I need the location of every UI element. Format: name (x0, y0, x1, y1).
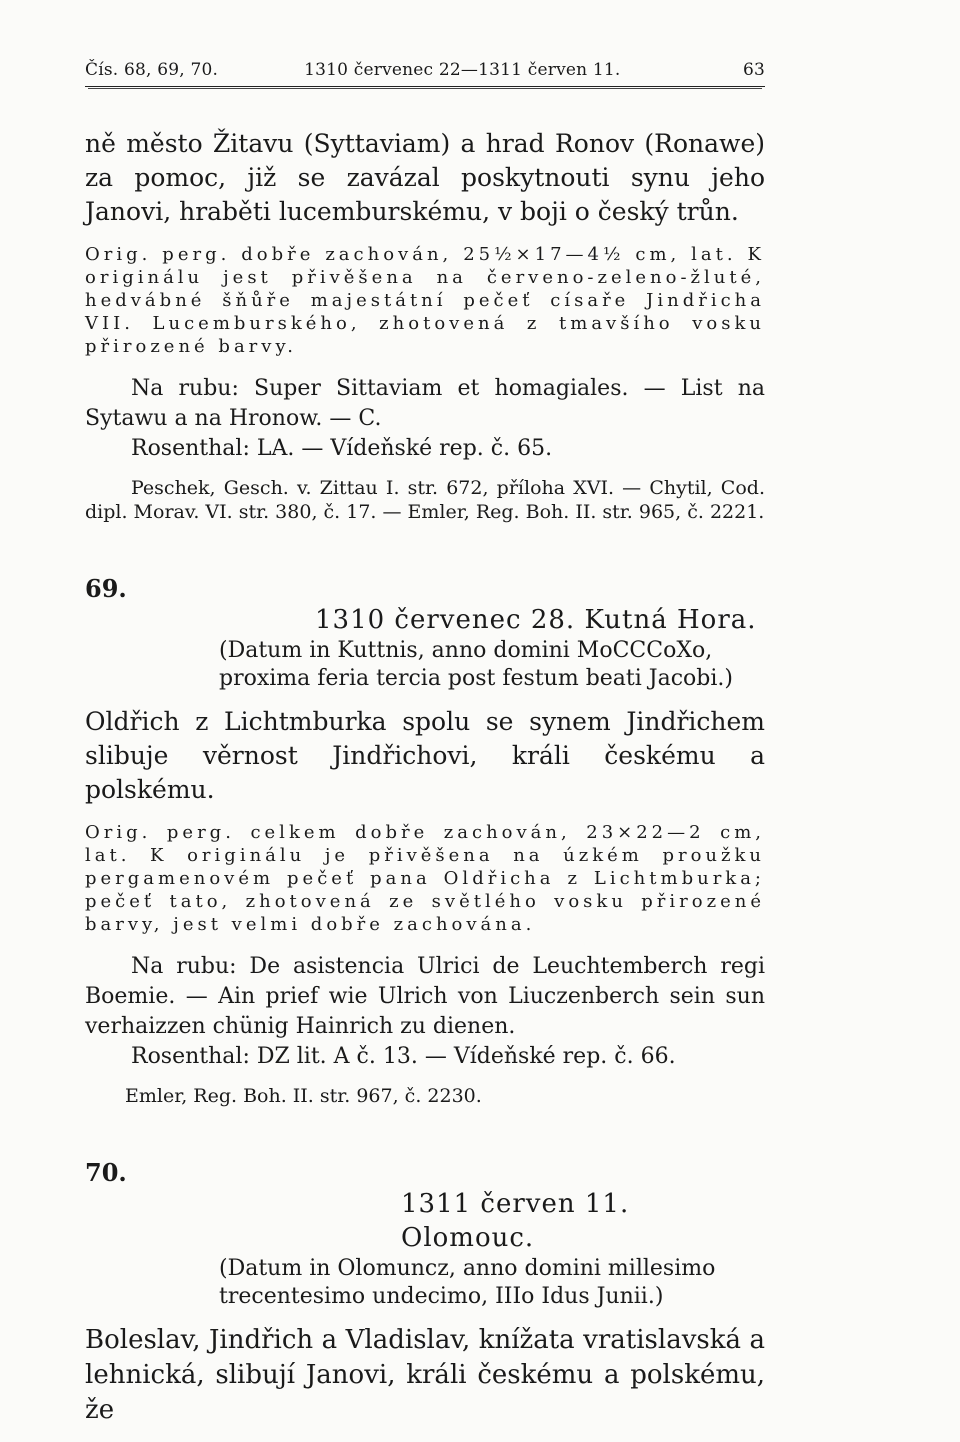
entry-68-regest: ně město Žitavu (Syttaviam) a hrad Ronov (Ronawe) za pomoc, již se zavázal poskytnouti synu jeho Janovi, hraběti lucemburskému, v boji o český trůn. (85, 129, 765, 226)
document-page (85, 60, 765, 1442)
entry-69-datum: (Datum in Kuttnis, anno domini MoCCCoXo, proxima feria tercia post festum beati Jacobi.) (219, 638, 733, 691)
entry-70-date-place: 1311 červen 11. Olomouc. (401, 1189, 630, 1253)
entry-70-datum: (Datum in Olomuncz, anno domini millesimo trecentesimo undecimo, IIIo Idus Junii.) (219, 1256, 716, 1309)
entry-69-number: 69. (85, 574, 127, 603)
entry-68-dorsal-note: Na rubu: Super Sittaviam et homagiales. — List na Sytawu a na Hronow. — C. (85, 376, 765, 431)
entry-68-original-description: Orig. perg. dobře zachován, 25½×17—4½ cm, lat. K originálu jest přivěšena na červeno-zeleno-žluté, hedvábné šňůře majestátní pečeť císaře Jindřicha VII. Lucemburského, zhotovená z tmavšího vosku přirozené barvy. (85, 244, 765, 357)
entry-68-literature: Peschek, Gesch. v. Zittau I. str. 672, příloha XVI. — Chytil, Cod. dipl. Morav. VI. str. 380, č. 17. — Emler, Reg. Boh. II. str. 965, č. 2221. (85, 477, 765, 523)
page-number: 63 (742, 60, 765, 80)
entry-69-dorsal-note: Na rubu: De asistencia Ulrici de Leuchtemberch regi Boemie. — Ain prief wie Ulrich von Liuczenberch sein sun verhaizzen chünig Hainrich zu dienen. (85, 954, 765, 1039)
entry-69-literature: Emler, Reg. Boh. II. str. 967, č. 2230. (125, 1085, 482, 1107)
entry-69-date-place: 1310 červenec 28. Kutná Hora. (315, 605, 757, 635)
entry-70-number: 70. (85, 1158, 127, 1187)
entry-70-regest: Boleslav, Jindřich a Vladislav, knížata vratislavská a lehnická, slibují Janovi, králi českému a polskému, že (85, 1325, 765, 1425)
entry-69-regest: Oldřich z Lichtmburka spolu se synem Jindřichem slibuje věrnost Jindřichovi, králi českému a polskému. (85, 707, 765, 804)
running-header (85, 60, 765, 87)
entry-69-original-description: Orig. perg. celkem dobře zachován, 23×22—2 cm, lat. K originálu je přivěšena na úzkém proužku pergamenovém pečeť pana Oldřicha z Lichtmburka; pečeť tato, zhotovená ze světlého vosku přirozené barvy, jest velmi dobře zachována. (85, 822, 765, 935)
header-date-range: 1310 červenec 22—1311 červen 11. (304, 60, 621, 80)
entry-68-rosenthal: Rosenthal: LA. — Vídeňské rep. č. 65. (131, 436, 553, 461)
header-document-numbers: Čís. 68, 69, 70. (85, 60, 219, 80)
entry-69-rosenthal: Rosenthal: DZ lit. A č. 13. — Vídeňské rep. č. 66. (131, 1044, 676, 1069)
